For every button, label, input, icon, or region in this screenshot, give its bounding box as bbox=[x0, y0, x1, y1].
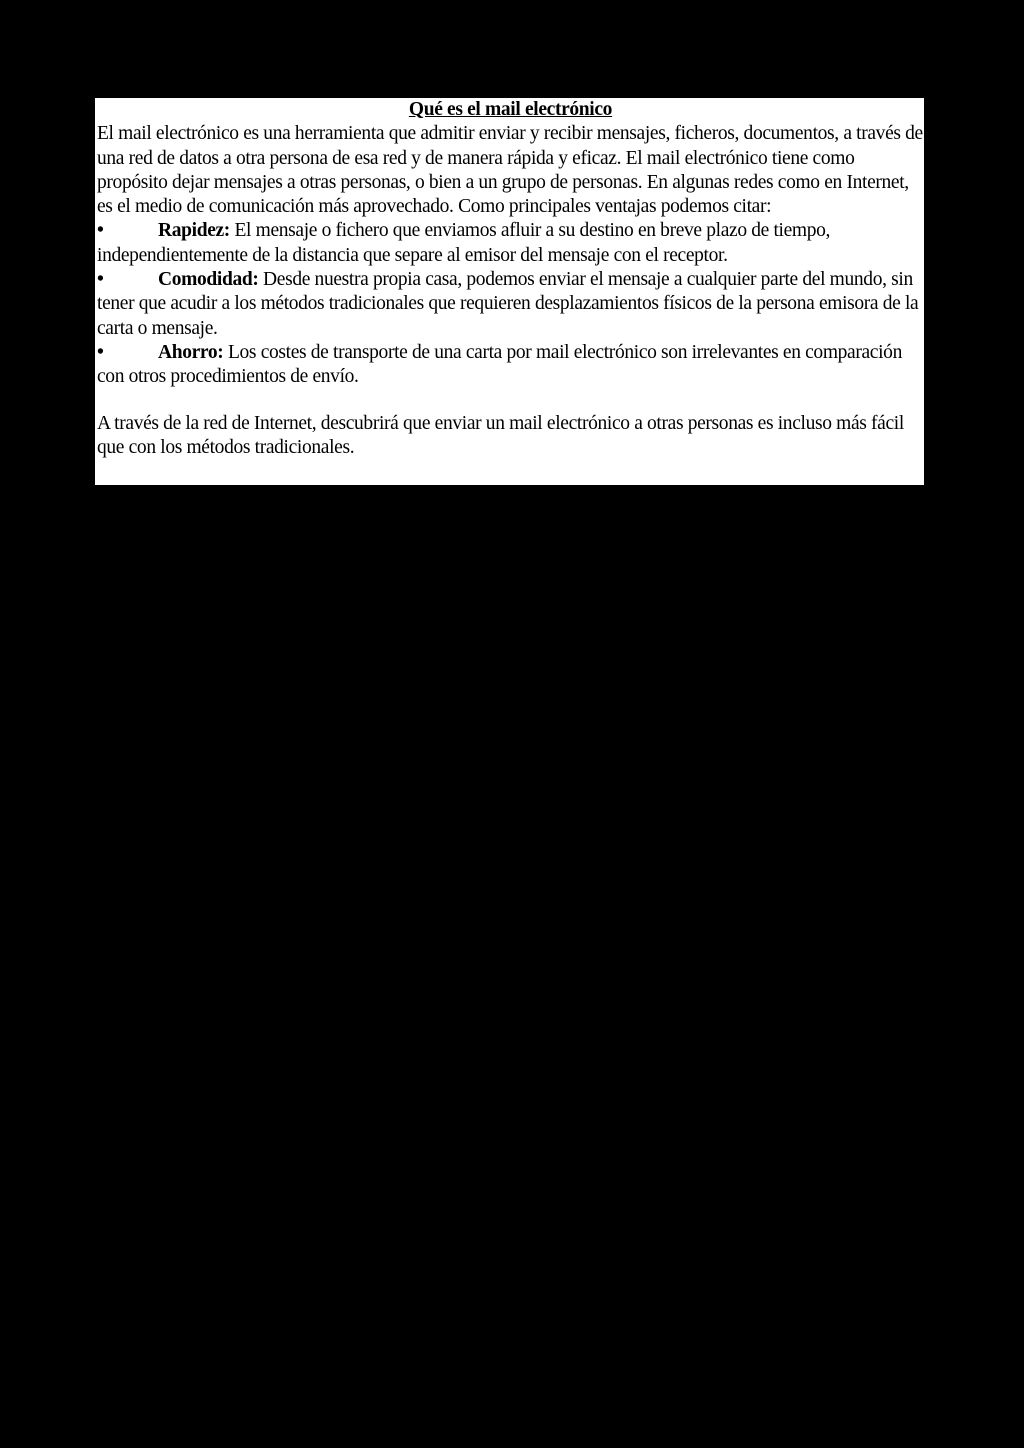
bullet-term: Rapidez: bbox=[158, 220, 230, 242]
bullet-term: Comodidad: bbox=[158, 269, 259, 291]
bullet-item-comodidad bbox=[97, 268, 924, 341]
bullet-item-ahorro bbox=[97, 341, 924, 390]
bullet-term: Ahorro: bbox=[158, 341, 224, 363]
document-title: Qué es el mail electrónico bbox=[408, 99, 613, 120]
bullet-text: Desde nuestra propia casa, podemos enviar el mensaje a cualquier parte del mundo, sin tener que acudir a los métodos tradicionales que requieren desplazamientos físicos de la persona emisora de la carta o mensaje. bbox=[97, 269, 919, 339]
bullet-mark: • bbox=[97, 269, 104, 291]
intro-paragraph: El mail electrónico es una herramienta que admitir enviar y recibir mensajes, ficheros, documentos, a través de una red de datos a otra persona de esa red y de manera rápida y eficaz. El mail electrónico tiene como propósito dejar mensajes a otras personas, o bien a un grupo de personas. En algunas redes como en Internet, es el medio de comunicación más aprovechado. Como principales ventajas podemos citar: bbox=[97, 123, 923, 218]
bullet-text: El mensaje o fichero que enviamos afluir a su destino en breve plazo de tiempo, independientemente de la distancia que separe al emisor del mensaje con el receptor. bbox=[97, 220, 831, 266]
paragraph-spacer bbox=[97, 390, 924, 412]
bullet-text: Los costes de transporte de una carta por mail electrónico son irrelevantes en comparación con otros procedimientos de envío. bbox=[97, 341, 902, 388]
closing-paragraph: A través de la red de Internet, descubrirá que enviar un mail electrónico a otras personas es incluso más fácil que con los métodos tradicionales. bbox=[97, 412, 904, 458]
document-text-box bbox=[95, 98, 924, 485]
bullet-mark: • bbox=[97, 341, 104, 363]
bullet-item-rapidez bbox=[97, 219, 924, 268]
bullet-mark: • bbox=[97, 220, 104, 242]
